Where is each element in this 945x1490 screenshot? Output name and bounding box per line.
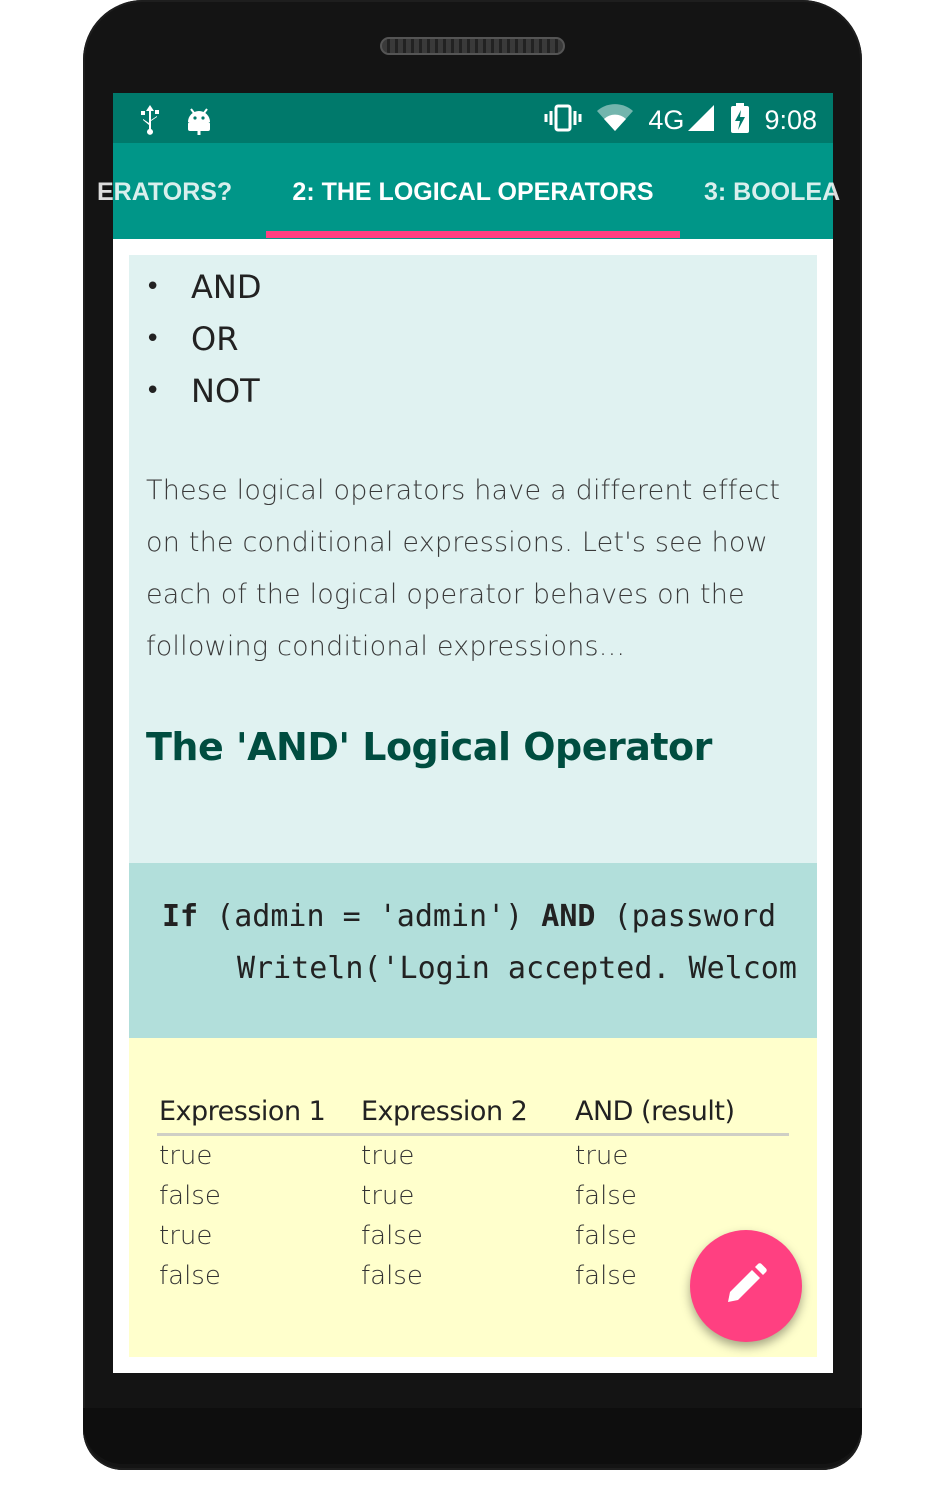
- table-header-row: [157, 1094, 789, 1136]
- lesson-card: [129, 255, 817, 863]
- vibrate-icon: [544, 103, 582, 137]
- wifi-icon: [596, 103, 634, 137]
- app-screen: [97, 93, 841, 1373]
- column-header: Expression 1: [157, 1094, 359, 1136]
- column-header: Expression 2: [359, 1094, 573, 1136]
- edit-fab-button[interactable]: [690, 1230, 802, 1342]
- list-item: • NOT: [145, 372, 260, 410]
- section-heading: The 'AND' Logical Operator: [146, 725, 712, 769]
- network-type-label: 4G: [648, 104, 685, 135]
- code-block: [129, 863, 817, 1038]
- tab-selected-indicator: [266, 231, 680, 238]
- operator-list: [145, 261, 261, 417]
- table-row: false true false: [159, 1181, 637, 1211]
- tab-logical-operators[interactable]: 2: THE LOGICAL OPERATORS: [292, 178, 654, 206]
- status-bar: [113, 93, 833, 143]
- tab-bar: [97, 143, 841, 239]
- code-line: If (admin = 'admin') AND (password: [162, 899, 777, 934]
- table-row: true false false: [159, 1221, 637, 1251]
- code-line: Writeln('Login accepted. Welcom: [237, 951, 797, 986]
- pencil-edit-icon: [724, 1262, 768, 1310]
- phone-chin: [83, 1408, 862, 1464]
- cell-signal-icon: [686, 103, 716, 137]
- earpiece-speaker: [380, 37, 565, 55]
- list-item: • AND: [145, 268, 262, 306]
- tab-next[interactable]: 3: BOOLEA: [704, 178, 841, 206]
- lesson-content[interactable]: [129, 255, 817, 1357]
- list-item: • OR: [145, 320, 239, 358]
- intro-paragraph: These logical operators have a different effect on the conditional expressions. Let's see how each of the logical operator behaves on the following conditional expressions...: [146, 475, 781, 662]
- clock: 9:08: [764, 104, 817, 135]
- column-header: AND (result): [573, 1094, 789, 1136]
- table-row: true true true: [159, 1141, 629, 1171]
- battery-charging-icon: [730, 102, 750, 138]
- usb-icon: [137, 103, 163, 139]
- tab-previous[interactable]: ERATORS?: [97, 178, 233, 206]
- table-row: false false false: [159, 1261, 637, 1291]
- android-debug-icon: [185, 103, 213, 139]
